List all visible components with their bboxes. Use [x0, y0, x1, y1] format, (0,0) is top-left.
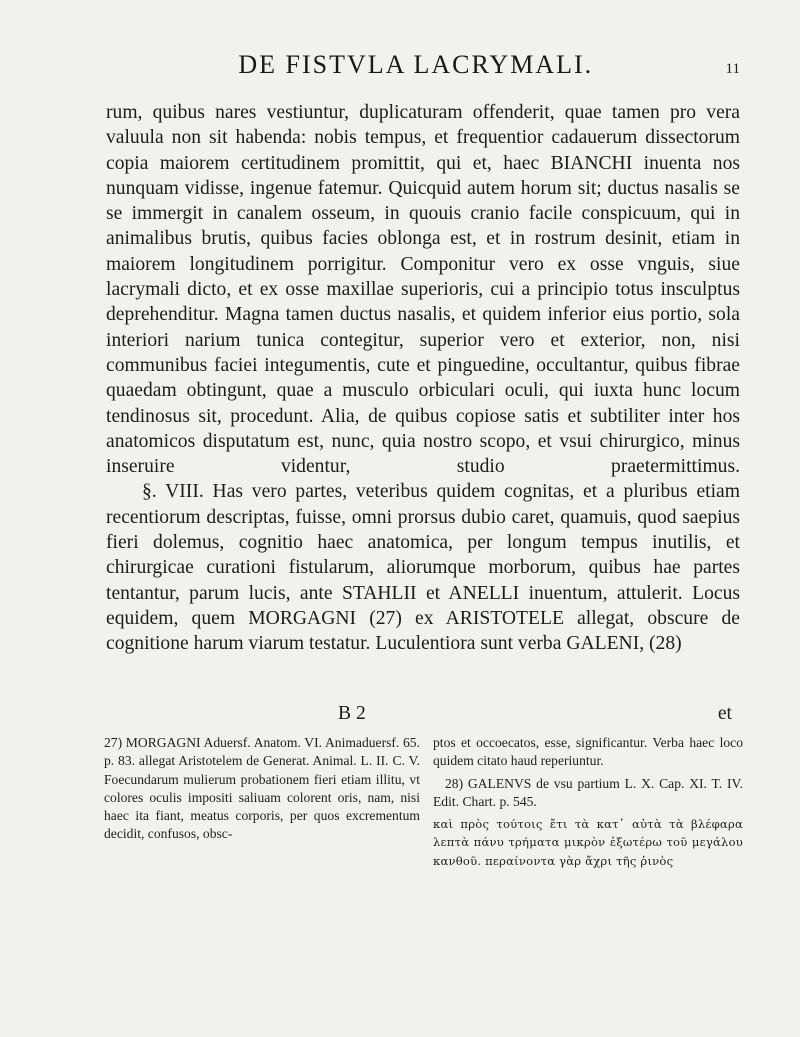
footnote-column-right — [433, 734, 743, 874]
catchword: et — [717, 703, 732, 724]
footnote-28: 28) GALENVS de vsu partium L. X. Cap. XI. T. IV. Edit. Chart. p. 545. — [433, 775, 743, 809]
main-text — [106, 100, 740, 657]
page-number: 11 — [725, 61, 740, 77]
paragraph-section-viii: §. VIII. Has vero partes, veteribus quidem cognitas, et a pluribus etiam recentiorum descriptas, fuisse, omni prorsus dubio caret, quamuis, quod saepius fieri dolemus, cognitio haec anatomica, per longum tempus inutilis, et chirurgicae curationi fistularum, aliorumque morborum, quibus hae partes tentantur, parum lucis, ante STAHLII et ANELLI inuentum, attulerit. Locus equidem, quem MORGAGNI (27) ex ARISTOTELE allegat, obscure de cognitione harum viarum testatur. Luculentiora sunt verba GALENI, (28) — [106, 481, 740, 655]
signature-mark: B 2 — [338, 703, 366, 724]
footnote-27: 27) MORGAGNI Aduersf. Anatom. VI. Animaduersf. 65. p. 83. allegat Aristotelem de Generat. Animal. L. II. C. V. Foecundarum mulierum probationem fieri etiam illitu, vt colores oculis impositi saliuam colorent oris, nam, nisi haec ita fiant, meatus corporis, per quos excrementum decidit, confusos, obsc- — [104, 735, 420, 842]
footnote-27-continued: ptos et occoecatos, esse, significantur. Verba haec loco quidem citato haud reperiuntur. — [433, 735, 743, 769]
signature-line — [106, 703, 740, 727]
footnote-28-greek-quote: καὶ πρὸς τούτοις ἔτι τὰ κατ᾽ αὐτὰ τὰ βλέφαρα λεπτὰ πάνυ τρήματα μικρὸν ἐξωτέρω τοῦ μεγάλου κανθοῦ. περαίνοντα γὰρ ἄχρι τῆς ῥινὸς — [433, 817, 743, 868]
running-title: DE FISTVLA LACRYMALI. — [238, 50, 594, 79]
page-header — [106, 50, 740, 90]
footnote-column-left — [104, 734, 420, 848]
paragraph-ductus-nasalis: rum, quibus nares vestiuntur, duplicaturam offenderit, quae tamen pro vera valuula non sit habenda: nobis tempus, et frequentior cadauerum dissectorum copia maiorem certitudinem promittit, qui et, haec BIANCHI inuenta nos nunquam vidisse, ingenue fatemur. Quicquid autem horum sit; ductus nasalis se se immergit in canalem osseum, in quouis cranio facile conspicuum, qui in animalibus brutis, quibus facies oblonga est, et in rostrum desinit, etiam in maiorem longitudinem porrigitur. Componitur vero ex osse vnguis, siue lacrymali dicto, et ex osse maxillae superioris, cui a principio totus insculptus deprehenditur. Magna tamen ductus nasalis, et quidem inferior eius portio, sola interiori narium tunica contegitur, superior vero et exterior, non, nisi communibus faciei integumentis, cute et pinguedine, occultantur, quibus fibrae quaedam obtingunt, quae a musculo orbiculari oculi, qui iuxta hunc locum tendinosus sit, procedunt. Alia, de quibus copiose satis et subtiliter inter hos anatomicos disputatum est, nunc, quia nostro scopo, et vsui chirurgico, minus inseruire videntur, studio praetermittimus. — [106, 102, 740, 478]
